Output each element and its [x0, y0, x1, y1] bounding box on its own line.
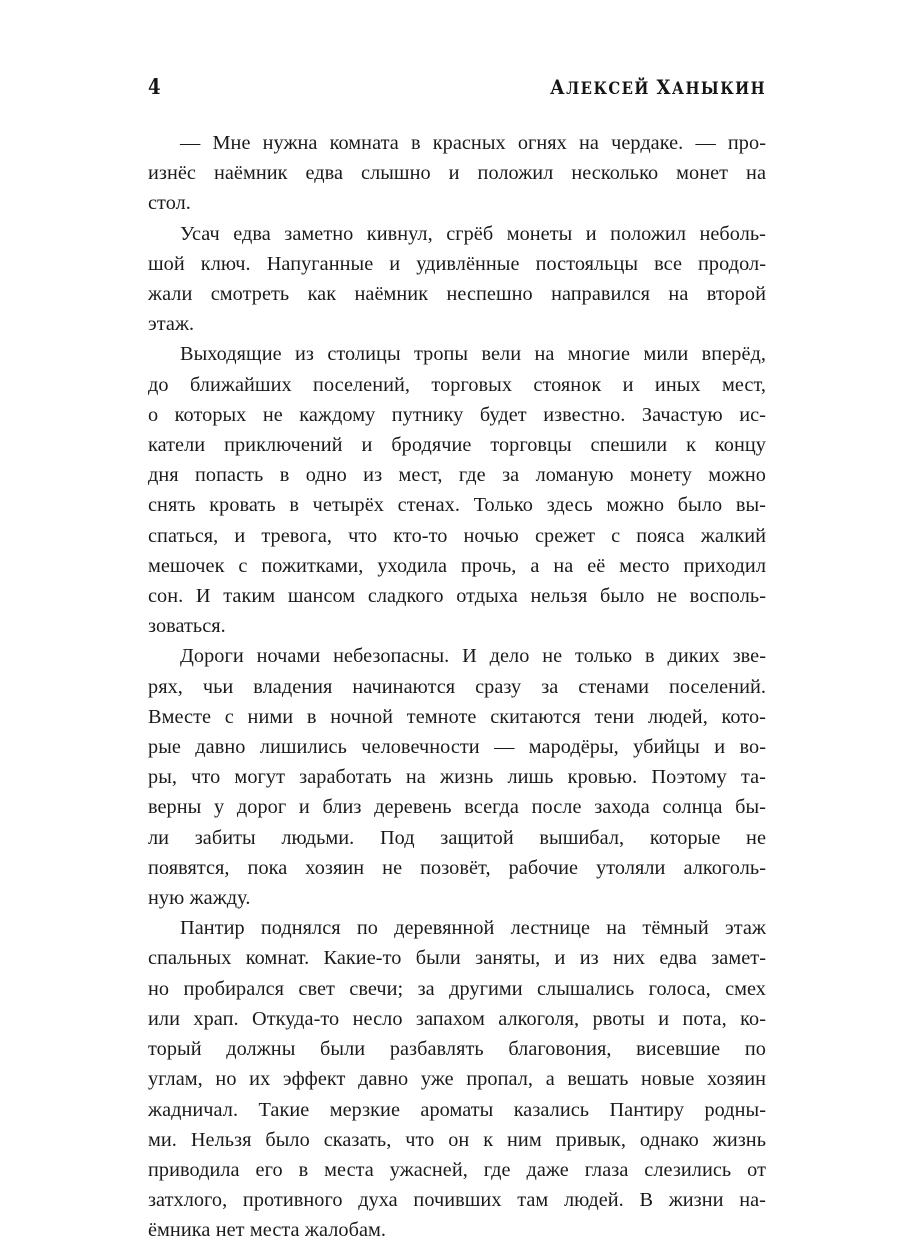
text-line: рях, чьи владения начинаются сразу за стенами поселений. [148, 675, 766, 698]
text-line: ми. Нельзя было сказать, что он к ним привык, однако жизнь [148, 1128, 766, 1151]
paragraph [148, 219, 766, 340]
text-line: рые давно лишились человечности — мародёры, убийцы и во- [148, 736, 766, 759]
text-line: изнёс наёмник едва слышно и положил несколько монет на [148, 162, 766, 185]
author-initial-second: Х [656, 75, 672, 99]
text-line: Вместе с ними в ночной темноте скитаются тени людей, кото- [148, 705, 766, 728]
text-line: Выходящие из столицы тропы вели на многие мили вперёд, [180, 343, 766, 366]
text-line: торый должны были разбавлять благовония, висевшие по [148, 1038, 766, 1061]
text-line: или храп. Откуда-то несло запахом алкоголя, рвоты и пота, ко- [148, 1007, 766, 1030]
text-line: Дороги ночами небезопасны. И дело не только в диких зве- [180, 645, 766, 668]
text-line: стол. [148, 192, 191, 215]
body-text-block [148, 128, 766, 1246]
text-line: спальных комнат. Какие-то были заняты, и из них едва замет- [148, 947, 766, 970]
text-line: шой ключ. Напуганные и удивлённые постояльцы все продол- [148, 252, 766, 275]
text-line: ёмника нет места жалобам. [148, 1219, 387, 1242]
text-line: но пробирался свет свечи; за другими слышались голоса, смех [148, 977, 766, 1000]
text-line: появятся, пока хозяин не позовёт, рабочие утоляли алкоголь- [148, 856, 766, 879]
paragraph [148, 339, 766, 641]
text-line: сон. И таким шансом сладкого отдыха нельзя было не восполь- [148, 585, 766, 608]
text-line: Усач едва заметно кивнул, сгрёб монеты и положил неболь- [180, 222, 766, 245]
text-line: мешочек с пожитками, уходила прочь, а на её место приходил [148, 554, 766, 577]
author-initial-first: А [549, 75, 567, 99]
text-line: ры, что могут заработать на жизнь лишь кровью. Поэтому та- [148, 766, 766, 789]
text-line: до ближайших поселений, торговых стоянок и иных мест, [148, 373, 766, 396]
text-line: жали смотреть как наёмник неспешно направился на второй [148, 283, 766, 306]
author-name-second-rest: АНЫКИН [671, 79, 766, 98]
text-line: верны у дорог и близ деревень всегда после захода солнца бы- [148, 796, 766, 819]
text-line: снять кровать в четырёх стенах. Только здесь можно было вы- [148, 494, 766, 517]
text-line: этаж. [148, 313, 195, 336]
text-line: дня попасть в одно из мест, где за ломаную монету можно [148, 464, 766, 487]
paragraph-list [148, 128, 766, 1246]
text-line: Пантир поднялся по деревянной лестнице на тёмный этаж [180, 917, 766, 940]
paragraph [148, 128, 766, 219]
text-line: — Мне нужна комната в красных огнях на чердаке. — про- [180, 132, 766, 154]
text-line: затхлого, противного духа почивших там людей. В жизни на- [148, 1189, 766, 1212]
text-line: углам, но их эффект давно уже пропал, а вешать новые хозяин [148, 1068, 766, 1091]
text-line: жадничал. Такие мерзкие ароматы казались Пантиру родны- [148, 1098, 766, 1121]
text-line: приводила его в места ужасней, где даже глаза слезились от [148, 1158, 766, 1181]
running-head-author [550, 77, 766, 98]
paragraph [148, 641, 766, 913]
running-head [148, 76, 766, 102]
paragraph [148, 913, 766, 1245]
author-name-first-rest: ЛЕКСЕЙ [566, 79, 650, 98]
text-line: спаться, и тревога, что кто-то ночью срежет с пояса жалкий [148, 524, 766, 547]
text-line: ли забиты людьми. Под защитой вышибал, которые не [148, 826, 766, 849]
text-line: о которых не каждому путнику будет известно. Зачастую ис- [148, 403, 766, 426]
text-line: катели приключений и бродячие торговцы спешили к концу [148, 434, 766, 457]
text-line: ную жажду. [148, 887, 251, 910]
text-line: зоваться. [148, 615, 226, 638]
page-number: 4 [148, 74, 162, 99]
